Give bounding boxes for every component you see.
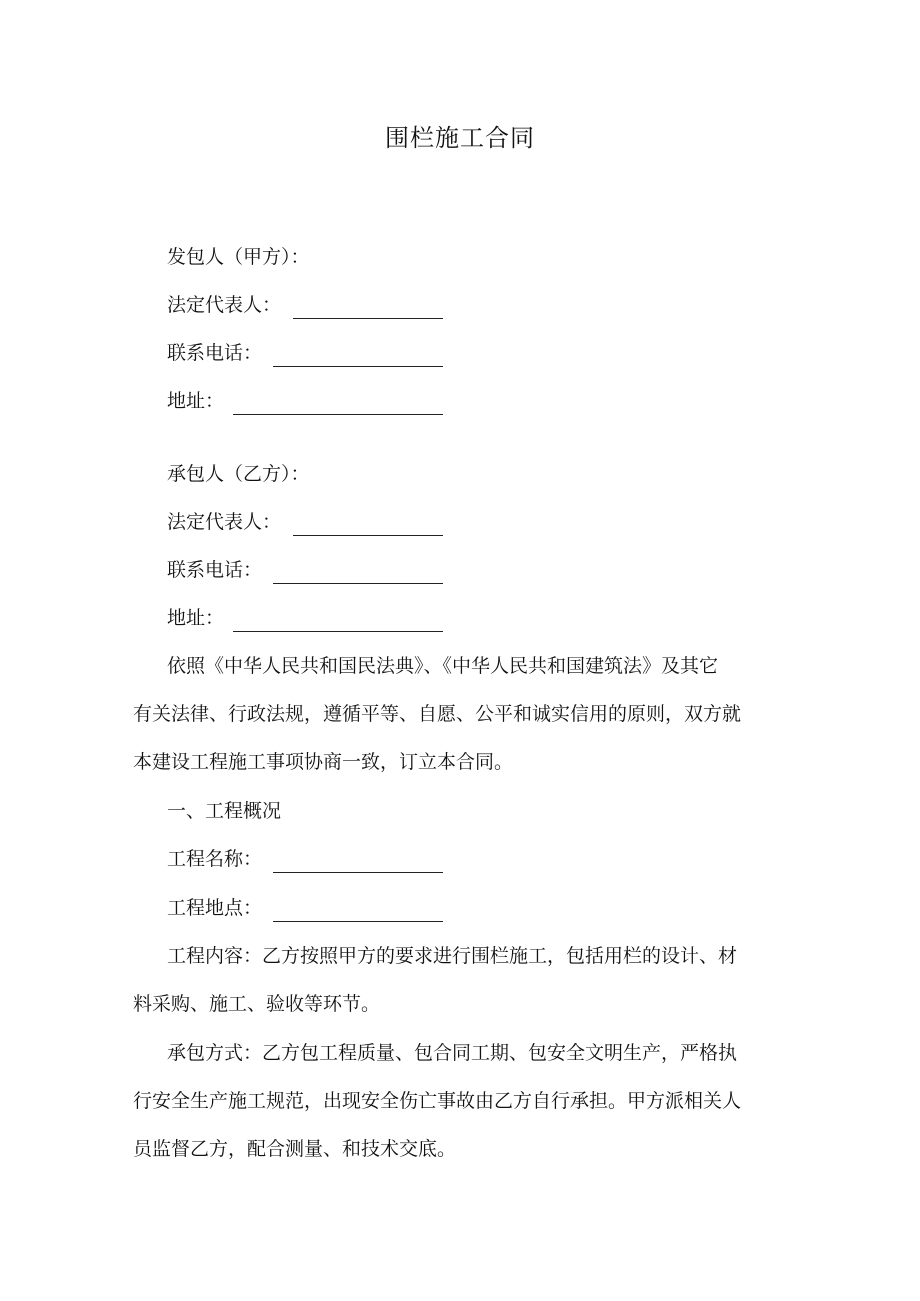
party-a-address-blank (233, 414, 443, 415)
party-a-representative-field (167, 290, 447, 320)
party-a-address-label: 地址： (167, 390, 225, 412)
party-a-phone-field (167, 338, 447, 368)
project-content-line-2: 料采购、施工、验收等环节。 (133, 993, 381, 1015)
project-content-line-1: 工程内容：乙方按照甲方的要求进行围栏施工，包括用栏的设计、材 (167, 945, 738, 967)
party-b-phone-field (167, 555, 447, 585)
project-name-field (167, 844, 447, 874)
contract-method-line-2: 行安全生产施工规范，出现安全伤亡事故由乙方自行承担。甲方派相关人 (133, 1090, 742, 1112)
party-b-representative-field (167, 507, 447, 537)
party-b-phone-blank (273, 583, 443, 584)
section-1-heading: 一、工程概况 (167, 800, 282, 822)
party-b-address-label: 地址： (167, 607, 225, 629)
party-b-representative-blank (293, 535, 443, 536)
project-location-blank (273, 921, 443, 922)
party-a-phone-blank (273, 366, 443, 367)
party-b-representative-label: 法定代表人： (167, 511, 282, 533)
party-a-phone-label: 联系电话： (167, 342, 263, 364)
party-a-heading: 发包人（甲方）： (167, 246, 310, 268)
party-b-heading: 承包人（乙方）： (167, 463, 310, 485)
preamble-line-1: 依照《中华人民共和国民法典》、《中华人民共和国建筑法》及其它 (167, 655, 719, 677)
preamble-line-3: 本建设工程施工事项协商一致，订立本合同。 (133, 751, 514, 773)
party-a-representative-label: 法定代表人： (167, 294, 282, 316)
document-title: 围栏施工合同 (385, 124, 535, 152)
party-b-phone-label: 联系电话： (167, 559, 263, 581)
project-name-label: 工程名称： (167, 848, 263, 870)
contract-method-line-3: 员监督乙方，配合测量、和技术交底。 (133, 1138, 457, 1160)
preamble-line-2: 有关法律、行政法规，遵循平等、自愿、公平和诚实信用的原则，双方就 (133, 703, 742, 725)
project-location-field (167, 893, 447, 923)
project-location-label: 工程地点： (167, 897, 263, 919)
party-b-address-field (167, 603, 447, 633)
party-a-representative-blank (293, 318, 443, 319)
project-name-blank (273, 872, 443, 873)
party-b-address-blank (233, 631, 443, 632)
contract-method-line-1: 承包方式：乙方包工程质量、包合同工期、包安全文明生产，严格执 (167, 1042, 738, 1064)
party-a-address-field (167, 386, 447, 416)
